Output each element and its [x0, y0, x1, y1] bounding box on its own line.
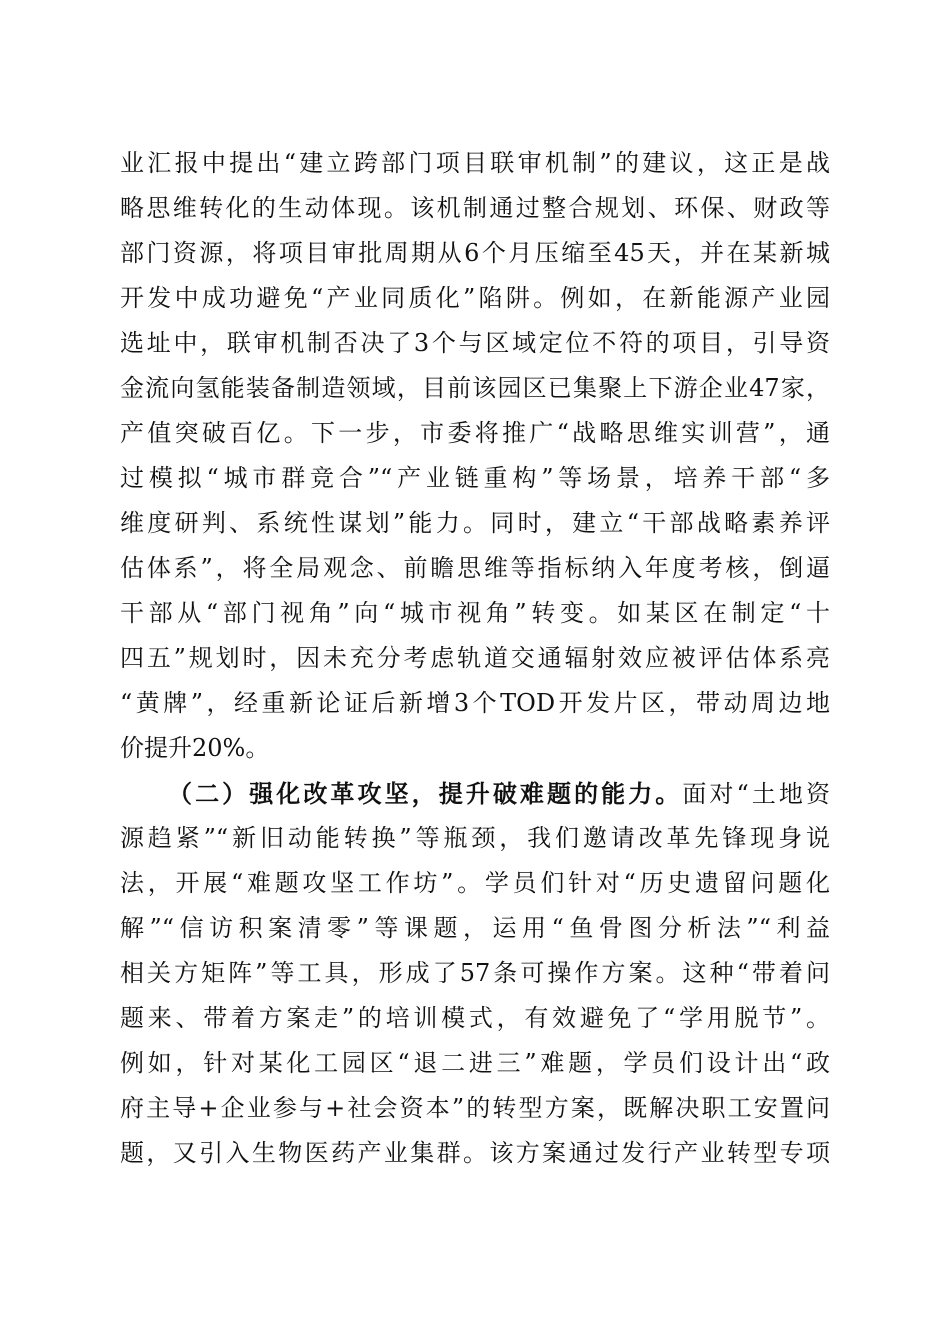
- text-line: 题来、带着方案走”的培训模式，有效避免了“学用脱节”。: [120, 1004, 830, 1032]
- text-line: “黄牌”，经重新论证后新增3个TOD开发片区，带动周边地: [120, 689, 830, 717]
- section-heading: （二）强化改革攻坚，提升破难题的能力。: [168, 779, 683, 808]
- text-line: 价提升20%。: [120, 734, 270, 762]
- text-line: 开发中成功避免“产业同质化”陷阱。例如，在新能源产业园: [120, 284, 830, 312]
- text-line: 题，又引入生物医药产业集群。该方案通过发行产业转型专项: [120, 1139, 830, 1167]
- text-line: 部门资源，将项目审批周期从6个月压缩至45天，并在某新城: [120, 239, 830, 267]
- text-line: 维度研判、系统性谋划”能力。同时，建立“干部战略素养评: [120, 509, 830, 537]
- text-line: 估体系”，将全局观念、前瞻思维等指标纳入年度考核，倒逼: [120, 554, 830, 582]
- text-line: 金流向氢能装备制造领域，目前该园区已集聚上下游企业47家，: [120, 374, 830, 402]
- text-line: 相关方矩阵”等工具，形成了57条可操作方案。这种“带着问: [120, 959, 830, 987]
- text-line: 源趋紧”“新旧动能转换”等瓶颈，我们邀请改革先锋现身说: [120, 824, 830, 852]
- heading-line-text: 面对“土地资: [682, 780, 830, 808]
- text-line: 干部从“部门视角”向“城市视角”转变。如某区在制定“十: [120, 599, 830, 627]
- text-line: 略思维转化的生动体现。该机制通过整合规划、环保、财政等: [120, 194, 830, 222]
- text-line: 业汇报中提出“建立跨部门项目联审机制”的建议，这正是战: [120, 149, 830, 177]
- text-line: 产值突破百亿。下一步，市委将推广“战略思维实训营”，通: [120, 419, 830, 447]
- text-line: 府主导+企业参与+社会资本”的转型方案，既解决职工安置问: [120, 1094, 830, 1122]
- paragraph-first-line: [120, 771, 830, 816]
- document-body: [120, 141, 830, 1176]
- text-line: 例如，针对某化工园区“退二进三”难题，学员们设计出“政: [120, 1049, 830, 1077]
- text-line: 法，开展“难题攻坚工作坊”。学员们针对“历史遗留问题化: [120, 869, 830, 897]
- paragraph-reform: [120, 771, 830, 1176]
- paragraph-strategic-thinking: [120, 141, 830, 771]
- text-line: 四五”规划时，因未充分考虑轨道交通辐射效应被评估体系亮: [120, 644, 830, 672]
- text-line: 过模拟“城市群竞合”“产业链重构”等场景，培养干部“多: [120, 464, 830, 492]
- text-line: 解”“信访积案清零”等课题，运用“鱼骨图分析法”“利益: [120, 914, 830, 942]
- text-line: 选址中，联审机制否决了3个与区域定位不符的项目，引导资: [120, 329, 830, 357]
